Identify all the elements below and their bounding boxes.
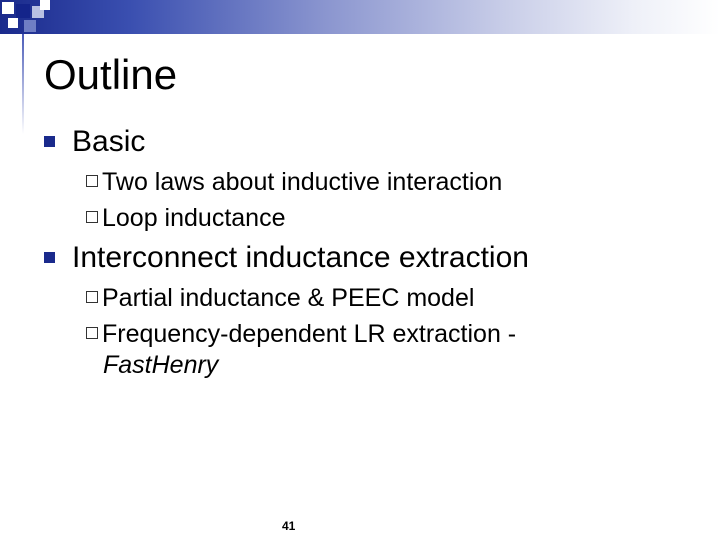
square-bullet-icon: [44, 252, 55, 263]
subbullet-continuation: FastHenry: [103, 351, 219, 379]
subbullet-label: Loop inductance: [102, 204, 286, 232]
subbullet-partial-inductance: [86, 283, 474, 313]
page-number: 41: [282, 519, 296, 533]
subbullet-label: Two laws about inductive interaction: [102, 168, 503, 196]
checkbox-bullet-icon: [86, 327, 98, 339]
bullet-interconnect: [44, 241, 529, 275]
decor-square: [16, 4, 30, 18]
slide-title: Outline: [44, 51, 178, 98]
bullet-label: Basic: [72, 125, 146, 158]
decor-square: [24, 20, 36, 32]
checkbox-bullet-icon: [86, 175, 98, 187]
decor-square: [8, 18, 18, 28]
square-bullet-icon: [44, 136, 55, 147]
decor-square: [40, 0, 50, 10]
bullet-label: Interconnect inductance extraction: [72, 241, 529, 274]
checkbox-bullet-icon: [86, 291, 98, 303]
vertical-rule: [22, 34, 24, 134]
decor-square: [2, 2, 14, 14]
checkbox-bullet-icon: [86, 211, 98, 223]
subbullet-loop-inductance: [86, 203, 285, 233]
bullet-basic: [44, 125, 145, 159]
subbullet-frequency-dependent: [86, 319, 516, 349]
subbullet-label: Frequency-dependent LR extraction -: [102, 320, 517, 348]
subbullet-two-laws: [86, 167, 502, 197]
header-band: [0, 0, 720, 34]
subbullet-label: Partial inductance & PEEC model: [102, 284, 475, 312]
